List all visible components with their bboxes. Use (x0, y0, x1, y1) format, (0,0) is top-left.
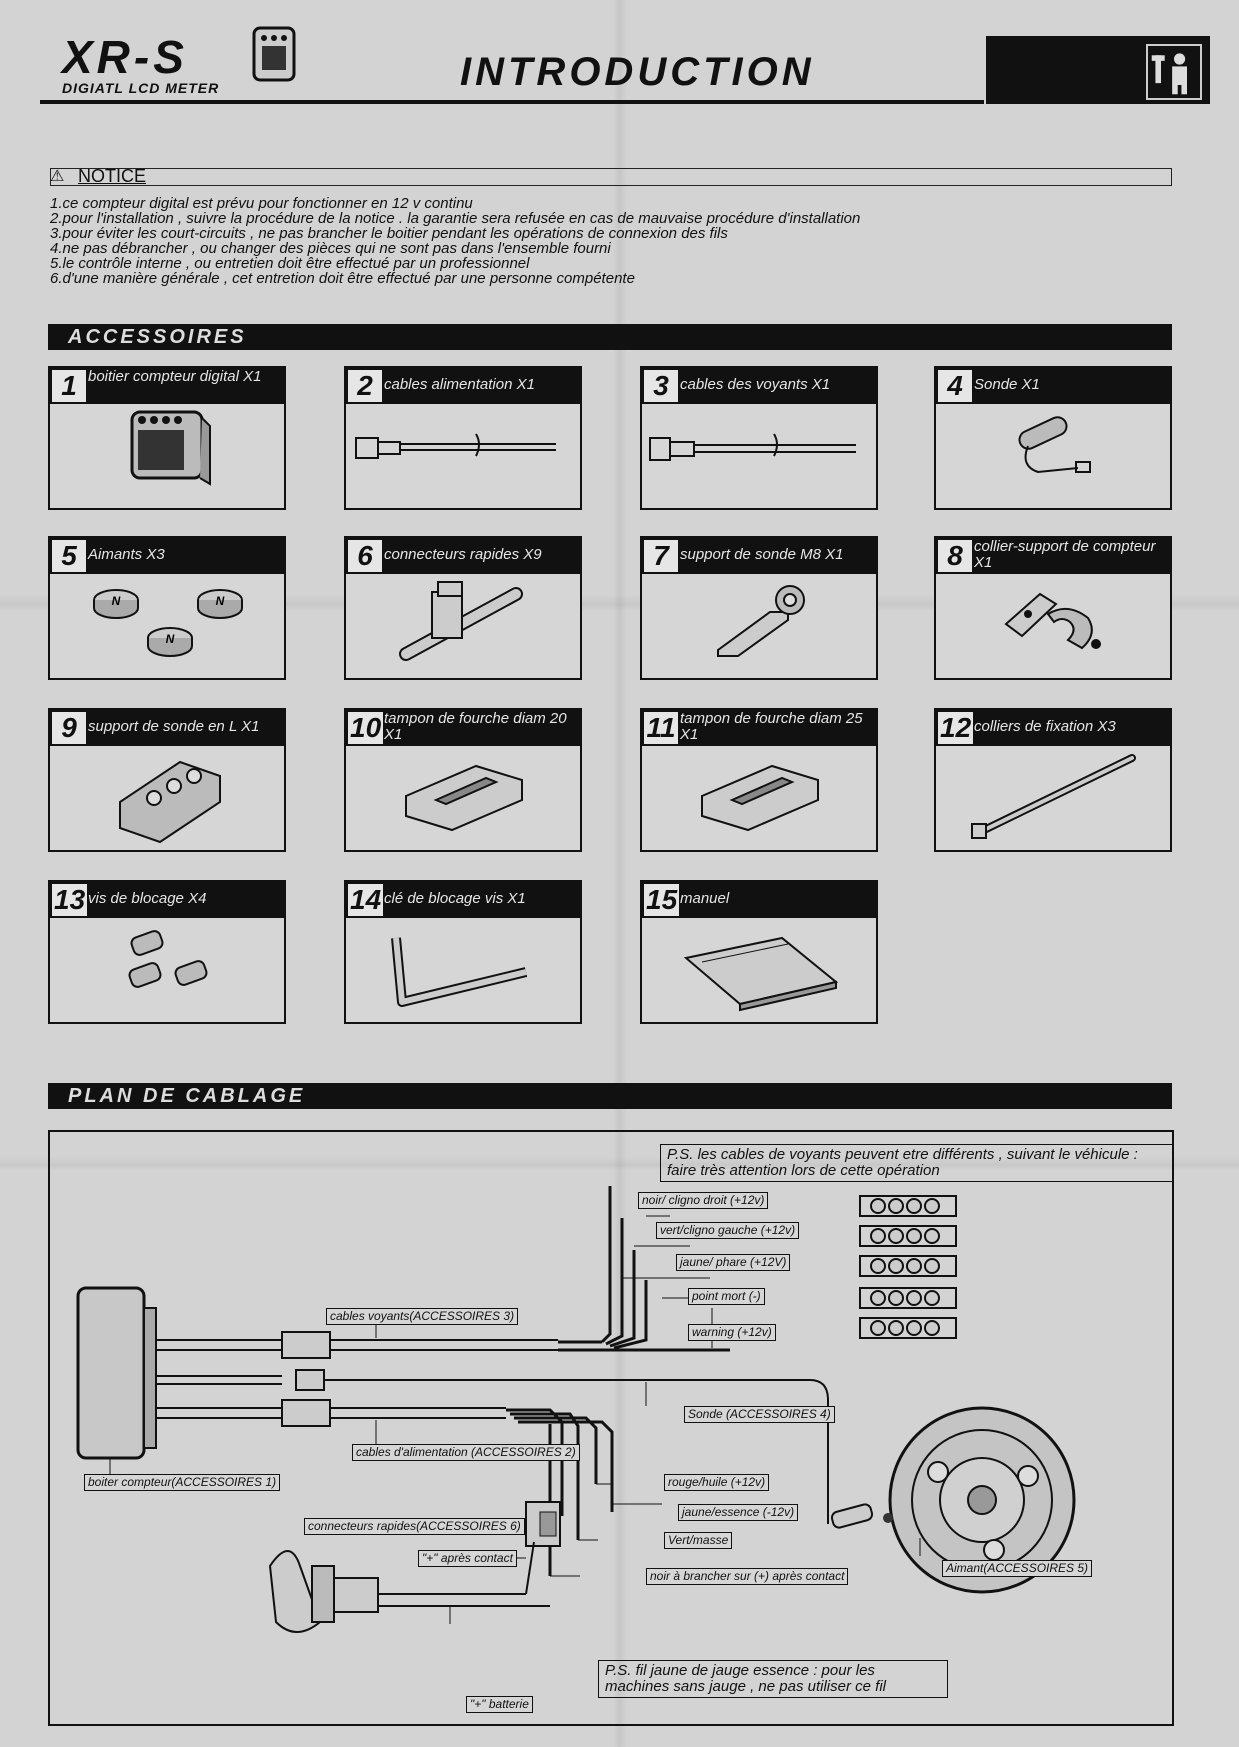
wiring-title: PLAN DE CABLAGE (68, 1085, 306, 1107)
magnet-letter: N (215, 594, 225, 608)
accessory-label: cables alimentation X1 (384, 376, 535, 393)
accessory-label: colliers de fixation X3 (974, 718, 1116, 735)
accessory-label: support de sonde M8 X1 (680, 546, 844, 563)
accessories-title: ACCESSOIRES (68, 326, 247, 348)
sensor-bracket-icon (642, 574, 876, 678)
accessory-card-7 (640, 536, 878, 680)
accessory-label: Sonde X1 (974, 376, 1040, 393)
accessory-number: 11 (644, 712, 678, 744)
notice-line: 6.d'une manière générale , cet entretion doit être effectué par une personne compétente (50, 270, 635, 287)
accessory-number: 9 (52, 712, 86, 744)
wire-label: point mort (-) (688, 1288, 765, 1305)
quick-connector-icon (346, 574, 580, 678)
accessory-card-6 (344, 536, 582, 680)
accessory-label: tampon de fourche diam 25 X1 (680, 710, 863, 743)
notice-line: 2.pour l'installation , suivre la procédure de la notice . la garantie sera refusée en cas de mauvaise procédure d'installation (50, 210, 861, 227)
fork-pad-icon (642, 746, 876, 850)
sensor-icon (936, 404, 1170, 508)
magnet-letter: N (165, 632, 175, 646)
notice-line: 3.pour éviter les court-circuits , ne pas brancher le boitier pendant les opérations de connexion des fils (50, 225, 728, 242)
wiring-header (48, 1083, 1172, 1109)
accessory-number: 5 (52, 540, 86, 572)
notice-list (50, 196, 1150, 286)
accessory-number: 12 (940, 712, 972, 743)
meter-icon (250, 24, 298, 88)
mechanic-icon (1146, 44, 1202, 100)
ps-note-indicators: P.S. les cables de voyants peuvent etre différents , suivant le véhicule : faire très attention lors de cette opération (660, 1144, 1174, 1182)
power-cable-icon (346, 404, 580, 508)
meter-box-icon (50, 404, 284, 508)
notice-label: NOTICE (78, 166, 147, 186)
allen-key-icon (346, 918, 580, 1022)
brand-name: XR-S (62, 31, 188, 83)
indicator-cable-icon (642, 404, 876, 508)
wiring-drawing (50, 1132, 1172, 1724)
accessory-card-14 (344, 880, 582, 1024)
wire-label: jaune/essence (-12v) (678, 1504, 798, 1521)
mount-clamp-icon (936, 574, 1170, 678)
wire-label: jaune/ phare (+12V) (676, 1254, 790, 1271)
accessory-number: 13 (54, 884, 86, 915)
set-screws-icon (50, 918, 284, 1022)
brand-logo (62, 31, 252, 96)
accessory-card-5 (48, 536, 286, 680)
wire-label: cables d'alimentation (ACCESSOIRES 2) (352, 1444, 580, 1461)
wire-label: Aimant(ACCESSOIRES 5) (942, 1560, 1092, 1577)
accessory-card-3 (640, 366, 878, 510)
accessory-card-8 (934, 536, 1172, 680)
accessory-label: boitier compteur digital X1 (88, 368, 262, 385)
wire-label: Vert/masse (664, 1532, 732, 1549)
accessory-number: 10 (350, 712, 382, 743)
brand-subtitle: DIGIATL LCD METER (62, 80, 220, 96)
l-bracket-icon (50, 746, 284, 850)
accessory-card-2 (344, 366, 582, 510)
accessory-number: 1 (52, 370, 86, 402)
wiring-diagram (48, 1130, 1174, 1726)
accessory-card-10 (344, 708, 582, 852)
fork-pad-icon (346, 746, 580, 850)
accessory-number: 4 (938, 370, 972, 402)
ps-note-fuel: P.S. fil jaune de jauge essence : pour les machines sans jauge , ne pas utiliser ce fil (598, 1660, 948, 1698)
wire-label: cables voyants(ACCESSOIRES 3) (326, 1308, 518, 1325)
accessory-card-1 (48, 366, 286, 510)
accessory-label: cables des voyants X1 (680, 376, 831, 393)
manual-book-icon (642, 918, 876, 1022)
cable-tie-icon (936, 746, 1170, 850)
wire-label: connecteurs rapides(ACCESSOIRES 6) (304, 1518, 525, 1535)
wire-label: "+" batterie (466, 1696, 533, 1713)
accessory-number: 2 (348, 370, 382, 402)
accessory-label: manuel (680, 890, 730, 907)
notice-line: 1.ce compteur digital est prévu pour fonctionner en 12 v continu (50, 195, 473, 212)
accessory-card-9 (48, 708, 286, 852)
magnets-icon (50, 574, 284, 678)
wire-label: rouge/huile (+12v) (664, 1474, 769, 1491)
accessory-number: 8 (938, 540, 972, 572)
accessory-number: 6 (348, 540, 382, 572)
wire-label: noir/ cligno droit (+12v) (638, 1192, 768, 1209)
wire-label: "+" après contact (418, 1550, 517, 1567)
accessory-card-11 (640, 708, 878, 852)
notice-line: 4.ne pas débrancher , ou changer des pièces qui ne sont pas dans l'ensemble fourni (50, 240, 611, 257)
wire-label: Sonde (ACCESSOIRES 4) (684, 1406, 835, 1423)
wire-label: noir à brancher sur (+) après contact (646, 1568, 848, 1585)
accessory-number: 15 (646, 884, 678, 915)
warning-icon: ⚠ (50, 168, 65, 185)
accessory-label: Aimants X3 (88, 546, 165, 563)
accessory-label: vis de blocage X4 (88, 890, 207, 907)
accessory-card-13 (48, 880, 286, 1024)
accessory-number: 14 (350, 884, 382, 915)
notice-line: 5.le contrôle interne , ou entretien doit être effectué par un professionnel (50, 255, 530, 272)
accessory-label: collier-support de compteur X1 (974, 538, 1156, 571)
accessory-label: connecteurs rapides X9 (384, 546, 542, 563)
magnet-letter: N (111, 594, 121, 608)
wire-label: warning (+12v) (688, 1324, 776, 1341)
page-title: INTRODUCTION (460, 50, 815, 94)
accessory-card-15 (640, 880, 878, 1024)
notice-frame (50, 168, 1172, 186)
header-rule (40, 100, 984, 104)
wire-label: vert/cligno gauche (+12v) (656, 1222, 799, 1239)
accessory-label: support de sonde en L X1 (88, 718, 260, 735)
accessory-label: clé de blocage vis X1 (384, 890, 526, 907)
accessories-header (48, 324, 1172, 350)
accessory-card-12 (934, 708, 1172, 852)
accessory-label: tampon de fourche diam 20 X1 (384, 710, 567, 743)
wire-label: boiter compteur(ACCESSOIRES 1) (84, 1474, 280, 1491)
accessory-number: 7 (644, 540, 678, 572)
accessory-number: 3 (644, 370, 678, 402)
accessory-card-4 (934, 366, 1172, 510)
